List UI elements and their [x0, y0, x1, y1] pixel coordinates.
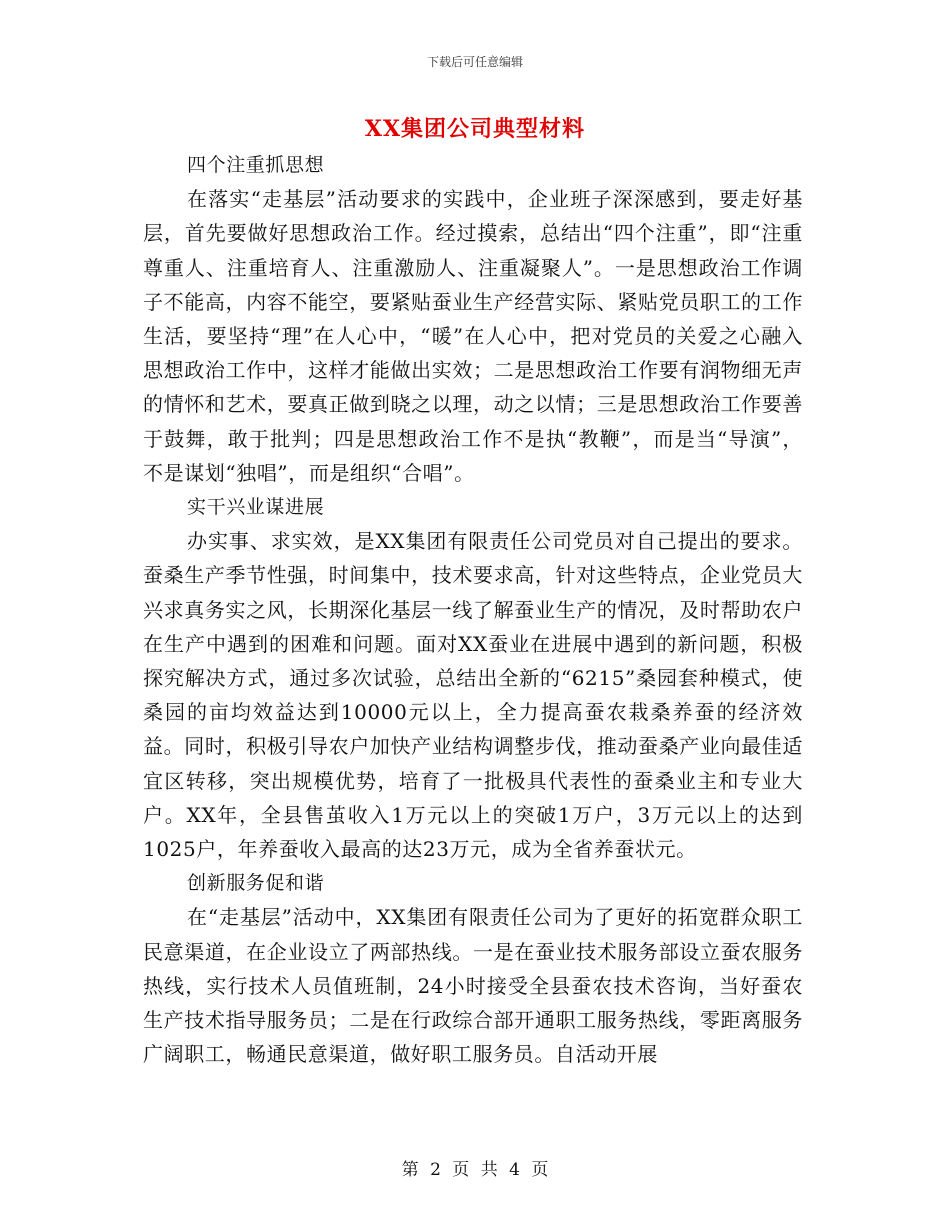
section-paragraph-1: 在落实“走基层”活动要求的实践中，企业班子深深感到，要走好基层，首先要做好思想政治工作。经过摸索，总结出“四个注重”，即“注重尊重人、注重培育人、注重激励人、注重凝聚人”。一是思想政治工作调子不能高，内容不能空，要紧贴蚕业生产经营实际、紧贴党员职工的工作生活，要坚持“理”在人心中，“暖”在人心中，把对党员的关爱之心融入思想政治工作中，这样才能做出实效；二是思想政治工作要有润物细无声的情怀和艺术，要真正做到晓之以理，动之以情；三是思想政治工作要善于鼓舞，敢于批判；四是思想政治工作不是执“教鞭”，而是当“导演”，不是谋划“独唱”，而是组织“合唱”。	[143, 187, 803, 485]
section-heading-2: 实干兴业谋进展	[187, 496, 325, 519]
section-heading-1: 四个注重抓思想	[187, 154, 325, 176]
page-number-label: 第 2 页 共 4 页	[401, 1160, 549, 1180]
page-footer	[0, 1155, 950, 1180]
section-paragraph-2: 办实事、求实效，是XX集团有限责任公司党员对自己提出的要求。蚕桑生产季节性强，时间集中，技术要求高，针对这些特点，企业党员大兴求真务实之风，长期深化基层一线了解蚕业生产的情况，及时帮助农户在生产中遇到的困难和问题。面对XX蚕业在进展中遇到的新问题，积极探究解决方式，通过多次试验，总结出全新的“6215”桑园套种模式，使桑园的亩均效益达到10000元以上，全力提高蚕农栽桑养蚕的经济效益。同时，积极引导农户加快产业结构调整步伐，推动蚕桑产业向最佳适宜区转移，突出规模优势，培育了一批极具代表性的蚕桑业主和专业大户。XX年，全县售茧收入1万元以上的突破1万户，3万元以上的达到1025户，年养蚕收入最高的达23万元，成为全省养蚕状元。	[143, 529, 803, 862]
section-paragraph-3: 在“走基层”活动中，XX集团有限责任公司为了更好的拓宽群众职工民意渠道，在企业设立了两部热线。一是在蚕业技术服务部设立蚕农服务热线，实行技术人员值班制，24小时接受全县蚕农技术咨询，当好蚕农生产技术指导服务员；二是在行政综合部开通职工服务热线，零距离服务广阔职工，畅通民意渠道，做好职工服务员。自活动开展	[143, 905, 803, 1067]
document-body	[143, 148, 803, 1071]
section-heading-3: 创新服务促和谐	[187, 872, 325, 895]
header-note: 下载后可任意编辑	[426, 55, 523, 69]
document-title: XX集团公司典型材料	[364, 116, 586, 142]
